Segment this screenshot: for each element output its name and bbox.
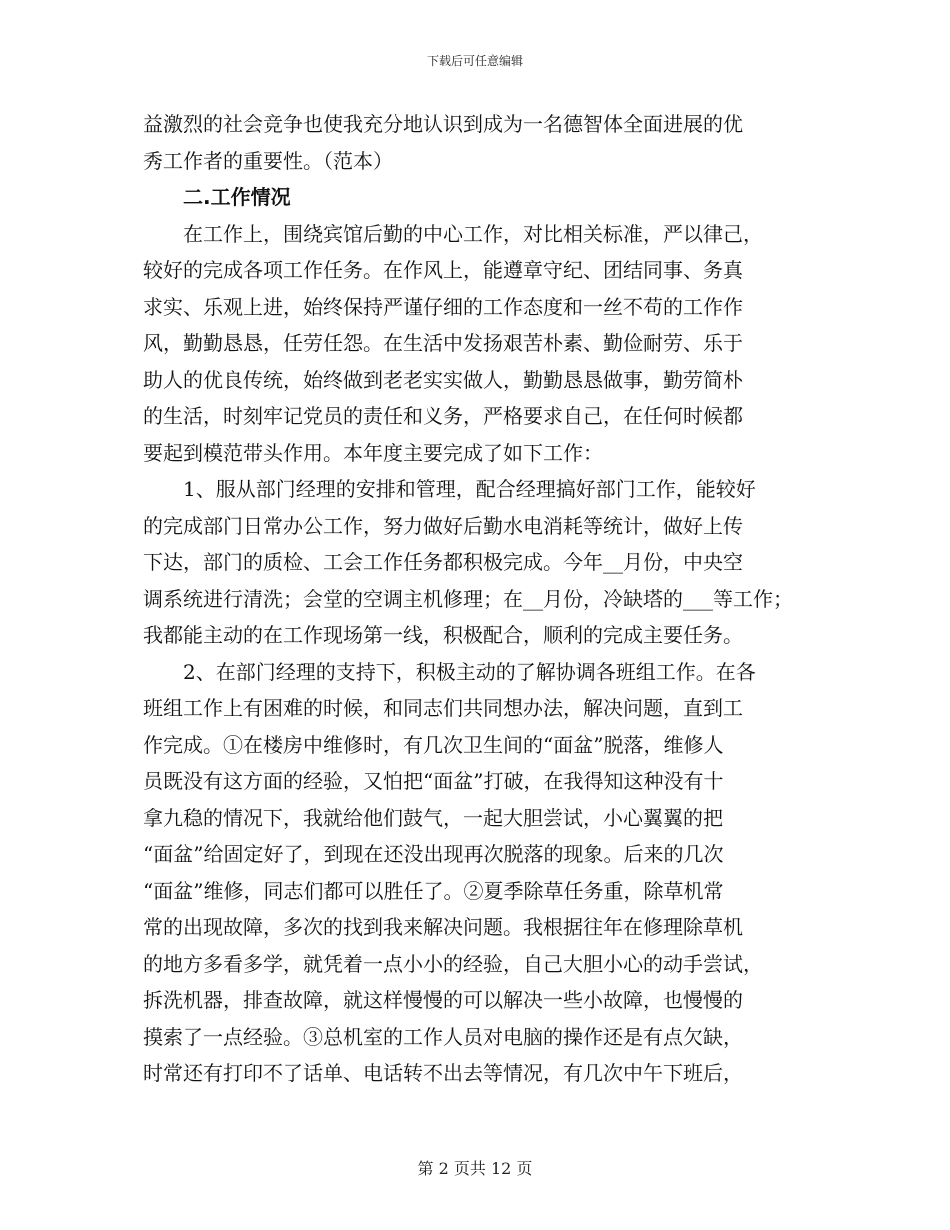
text-line: 秀工作者的重要性。（范本） (143, 148, 393, 173)
text-line: 的完成部门日常办公工作，努力做好后勤水电消耗等统计，做好上传 (143, 513, 743, 538)
text-line: 求实、乐观上进，始终保持严谨仔细的工作态度和一丝不苟的工作作 (143, 294, 743, 319)
text-line: 时常还有打印不了话单、电话转不出去等情况，有几次中午下班后， (143, 1061, 743, 1085)
body-text (143, 106, 815, 1092)
section-heading: 二.工作情况 (143, 185, 291, 209)
text-line: 下达，部门的质检、工会工作任务都积极完成。今年__月份，中央空 (143, 550, 743, 574)
text-line: 较好的完成各项工作任务。在作风上，能遵章守纪、团结同事、务真 (143, 258, 743, 282)
page-footer: 第 2 页共 12 页 (417, 1159, 533, 1178)
text-line: 的地方多看多学，就凭着一点小小的经验，自己大胆小心的动手尝试， (143, 951, 763, 976)
text-line: 1、服从部门经理的安排和管理，配合经理搞好部门工作，能较好 (143, 477, 756, 501)
text-line: “面盆”给固定好了，到现在还没出现再次脱落的现象。后来的几次 (143, 842, 724, 866)
text-line: 助人的优良传统，始终做到老老实实做人，勤勤恳恳做事，勤劳简朴 (143, 367, 743, 392)
text-line: 拿九稳的情况下，我就给他们鼓气，一起大胆尝试，小心翼翼的把 (143, 805, 723, 830)
text-line: 摸索了一点经验。③总机室的工作人员对电脑的操作还是有点欠缺， (143, 1024, 743, 1049)
text-line: 我都能主动的在工作现场第一线，积极配合，顺利的完成主要任务。 (143, 623, 743, 647)
text-line: 在工作上，围绕宾馆后勤的中心工作，对比相关标准，严以律己， (143, 221, 763, 246)
text-line: 益激烈的社会竞争也使我充分地认识到成为一名德智体全面进展的优 (143, 112, 743, 136)
text-line: 班组工作上有困难的时候，和同志们共同想办法，解决问题，直到工 (143, 696, 743, 720)
page-header: 下载后可任意编辑 (426, 54, 523, 68)
text-line: 的生活，时刻牢记党员的责任和义务，严格要求自己，在任何时候都 (143, 404, 743, 428)
text-line: 要起到模范带头作用。本年度主要完成了如下工作： (143, 440, 603, 465)
text-line: 拆洗机器，排查故障，就这样慢慢的可以解决一些小故障，也慢慢的 (143, 988, 743, 1012)
text-line: “面盆”维修，同志们都可以胜任了。②夏季除草任务重，除草机常 (143, 878, 724, 903)
text-line: 作完成。①在楼房中维修时，有几次卫生间的“面盆”脱落，维修人 (143, 732, 724, 757)
text-line: 调系统进行清洗；会堂的空调主机修理；在__月份，冷缺塔的___等工作； (143, 586, 793, 611)
text-line: 常的出现故障，多次的找到我来解决问题。我根据往年在修理除草机 (143, 915, 743, 939)
text-line: 2、在部门经理的支持下，积极主动的了解协调各班组工作。在各 (143, 659, 756, 684)
text-line: 风，勤勤恳恳，任劳任怨。在生活中发扬艰苦朴素、勤俭耐劳、乐于 (143, 331, 743, 355)
text-line: 员既没有这方面的经验，又怕把“面盆”打破，在我得知这种没有十 (143, 769, 724, 793)
